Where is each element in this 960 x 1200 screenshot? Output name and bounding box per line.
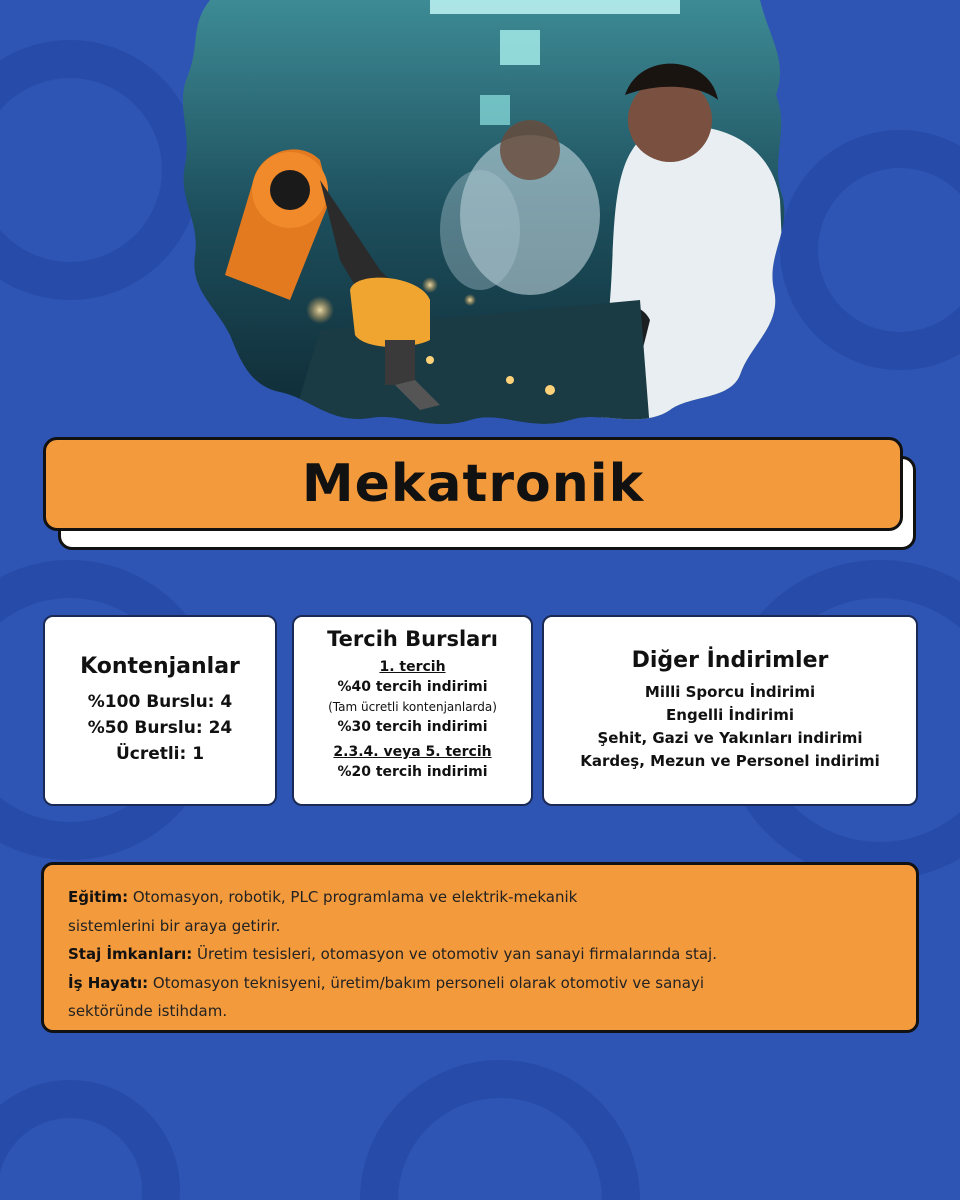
first-preference-discount-alt: %30 tercih indirimi — [337, 719, 488, 735]
education-text: Otomasyon, robotik, PLC programlama ve elektrik-mekanik — [128, 888, 578, 906]
other-preference-label: 2.3.4. veya 5. tercih — [333, 744, 492, 760]
career-line — [68, 969, 892, 998]
preference-scholarship-card — [292, 615, 533, 806]
discount-item: Engelli İndirimi — [666, 706, 794, 724]
education-label: Eğitim: — [68, 888, 129, 906]
first-preference-discount: %40 tercih indirimi — [337, 679, 488, 695]
robotic-lab-photo — [170, 0, 790, 430]
discount-item: Kardeş, Mezun ve Personel indirimi — [580, 752, 880, 770]
other-discounts-heading: Diğer İndirimler — [631, 648, 829, 673]
quota-line: %100 Burslu: 4 — [87, 692, 233, 712]
quota-line: %50 Burslu: 24 — [87, 718, 233, 738]
internship-text: Üretim tesisleri, otomasyon ve otomotiv yan sanayi firmalarında staj. — [192, 945, 717, 963]
background-swirl — [780, 130, 960, 370]
internship-line — [68, 940, 892, 969]
education-line — [68, 883, 892, 912]
internship-label: Staj İmkanları: — [68, 945, 193, 963]
quota-heading: Kontenjanlar — [80, 654, 240, 679]
background-swirl — [0, 1080, 180, 1200]
education-text-cont: sistemlerini bir araya getirir. — [68, 916, 281, 935]
preference-heading: Tercih Bursları — [327, 627, 498, 651]
title-banner — [43, 437, 903, 531]
career-text: Otomasyon teknisyeni, üretim/bakım personeli olarak otomotiv ve sanayi — [148, 973, 705, 992]
page-title: Mekatronik — [301, 454, 645, 514]
quota-line: Ücretli: 1 — [115, 744, 205, 764]
program-description-box — [41, 862, 919, 1033]
first-preference-label: 1. tercih — [379, 659, 446, 675]
quota-card — [43, 615, 277, 806]
discount-item: Şehit, Gazi ve Yakınları indirimi — [597, 729, 863, 747]
discount-item: Milli Sporcu İndirimi — [644, 683, 816, 701]
career-text-cont: sektöründe istihdam. — [68, 1002, 228, 1020]
other-preference-discount: %20 tercih indirimi — [337, 764, 488, 780]
other-discounts-card — [542, 615, 918, 806]
career-label: İş Hayatı: — [68, 973, 149, 992]
first-preference-note: (Tam ücretli kontenjanlarda) — [328, 700, 497, 714]
background-swirl — [360, 1060, 640, 1200]
